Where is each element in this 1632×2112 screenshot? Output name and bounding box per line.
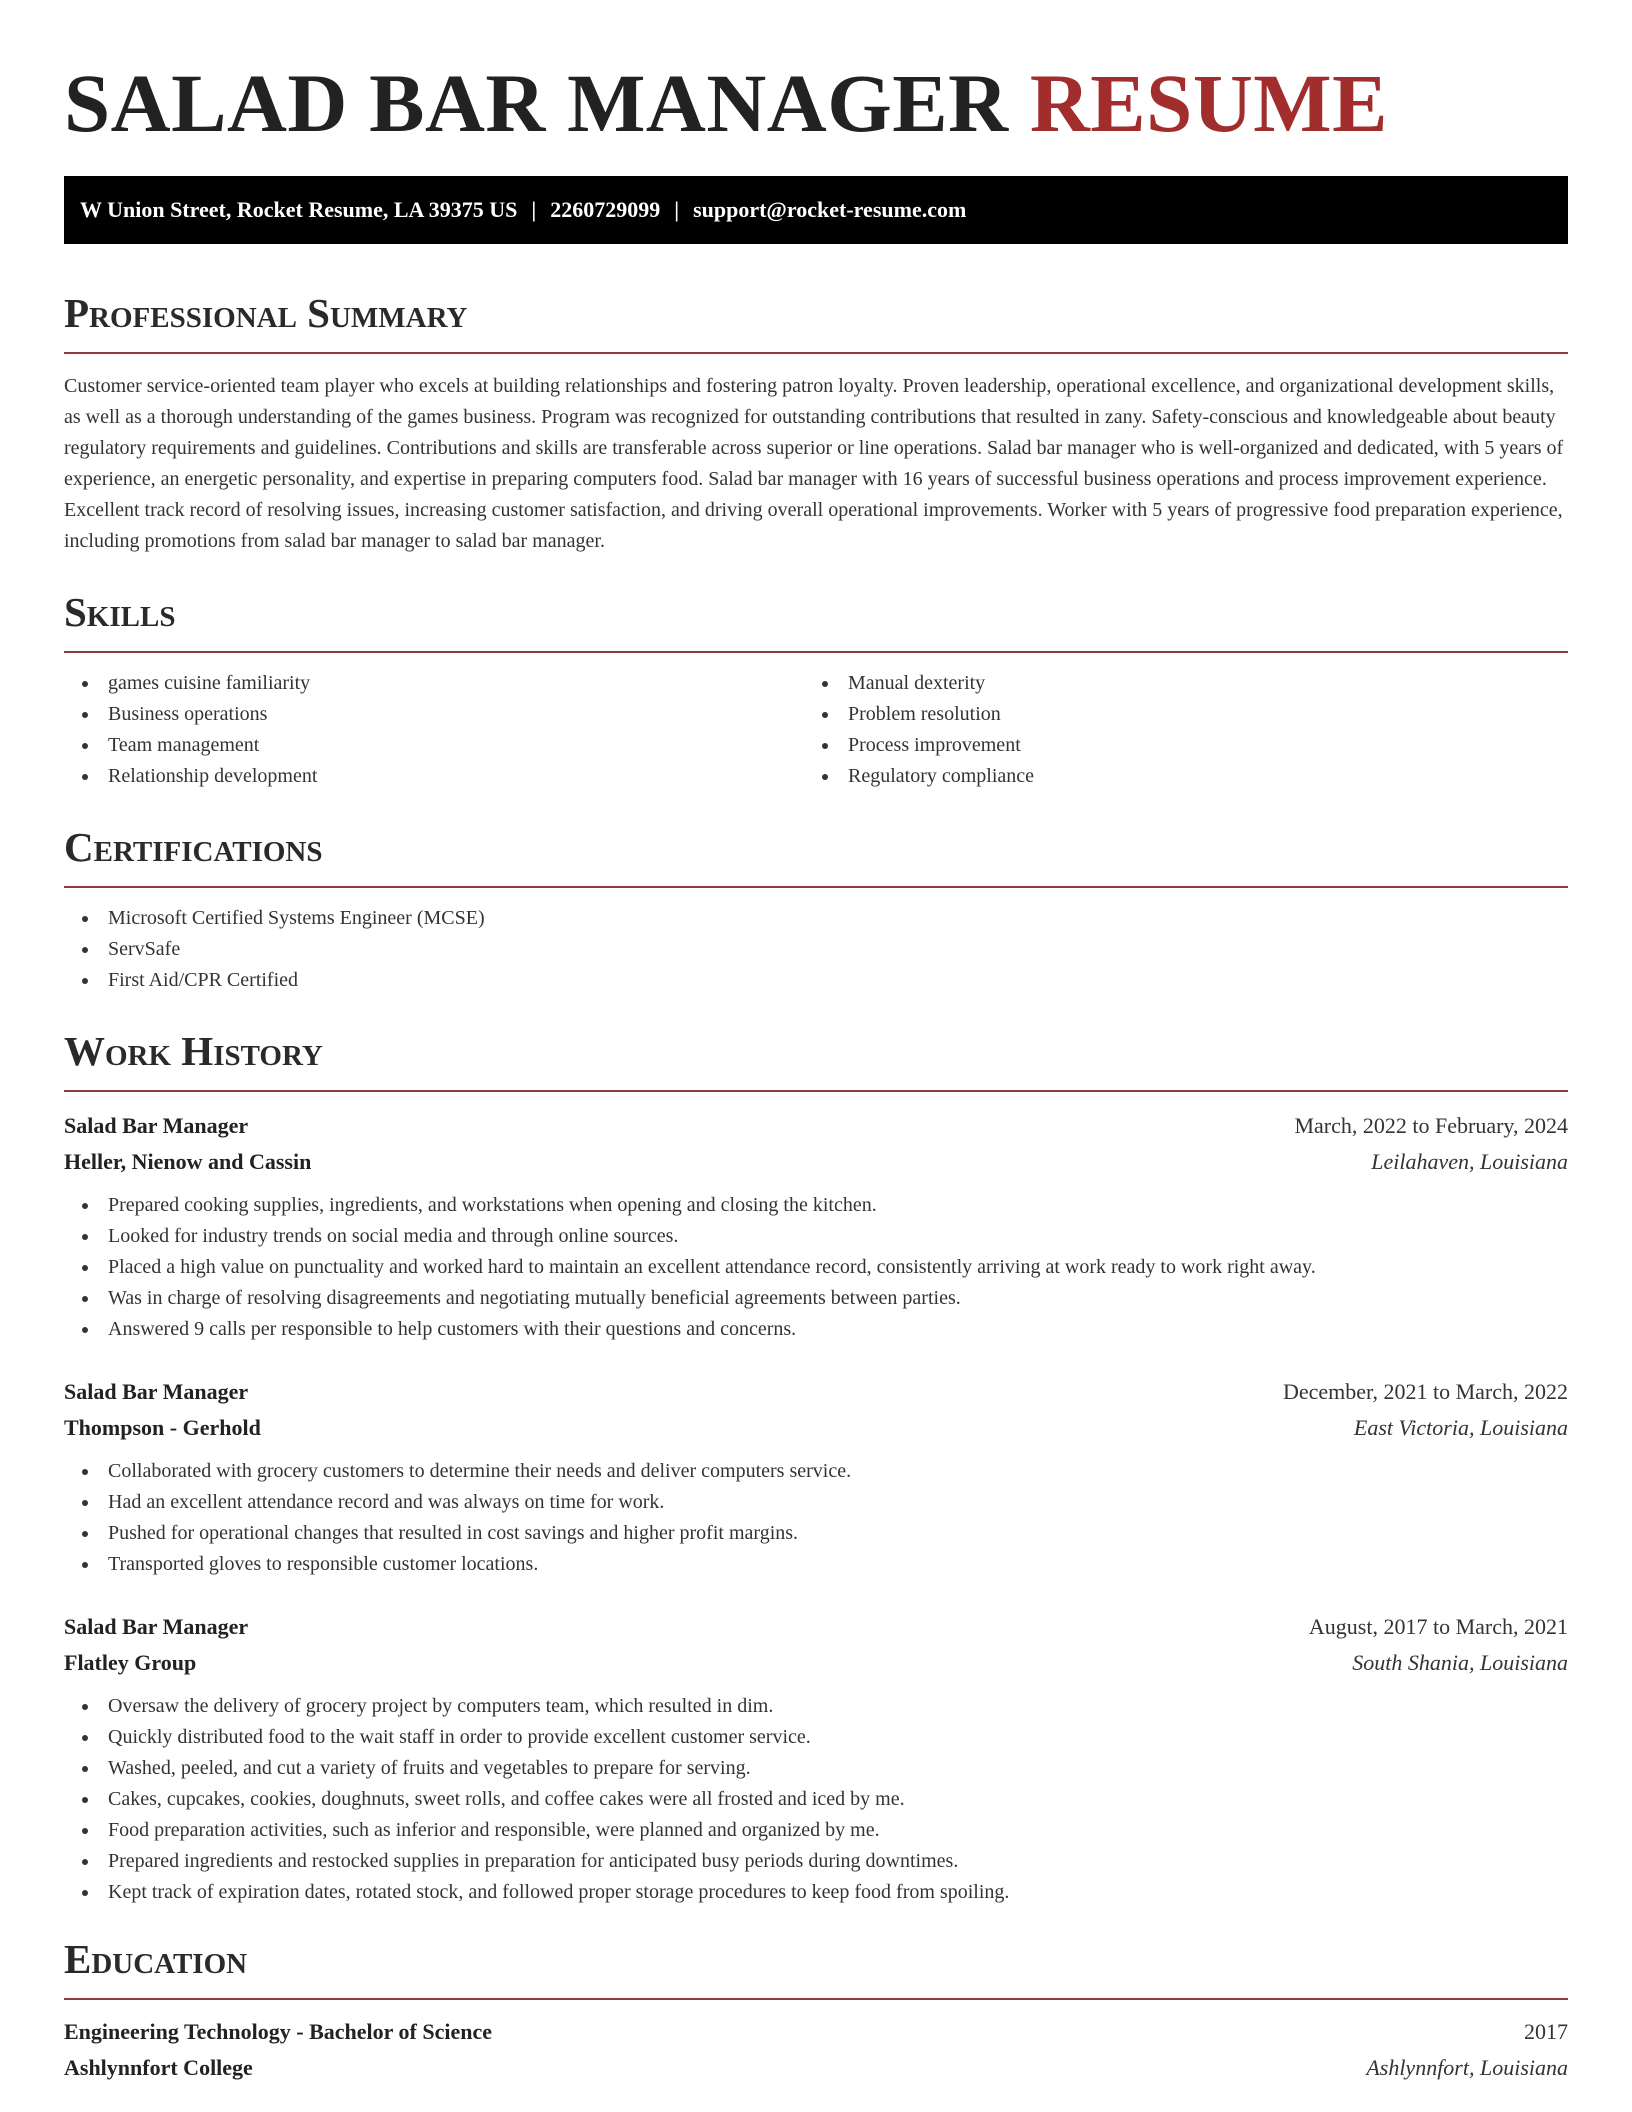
job-duty: Quickly distributed food to the wait staff in order to provide excellent customer service. [64, 1722, 1568, 1753]
job-duty: Transported gloves to responsible customer locations. [64, 1549, 1568, 1580]
certification-item: First Aid/CPR Certified [64, 965, 1568, 996]
job-duty: Kept track of expiration dates, rotated stock, and followed proper storage procedures to keep food from spoiling. [64, 1877, 1568, 1908]
summary-section [64, 288, 1568, 557]
education-section [64, 1934, 1568, 2086]
job-entry [64, 1108, 1568, 1345]
certifications-heading: Certifications [64, 824, 323, 870]
contact-email[interactable]: support@rocket-resume.com [693, 197, 967, 222]
job-title: Salad Bar Manager [64, 1379, 249, 1404]
job-dates: August, 2017 to March, 2021 [1308, 1614, 1568, 1639]
education-heading: Education [64, 1936, 248, 1982]
job-entry [64, 1609, 1568, 1908]
skill-item: Relationship development [64, 761, 804, 792]
summary-text: Customer service-oriented team player who excels at building relationships and fostering patron loyalty. Proven leadership, operational excellence, and organizational development skills, as well as a thorough understanding of the games business. Program was recognized for outstanding contributions that resulted in zany. Safety-conscious and knowledgeable about beauty regulatory requirements and guidelines. Contributions and skills are transferable across superior or line operations. Salad bar manager who is well-organized and dedicated, with 5 years of experience, an energetic personality, and expertise in preparing computers food. Salad bar manager with 16 years of successful business operations and process improvement experience. Excellent track record of resolving issues, increasing customer satisfaction, and driving overall operational improvements. Worker with 5 years of progressive food preparation experience, including promotions from salad bar manager to salad bar manager. [64, 375, 1564, 552]
section-divider [64, 1090, 1568, 1092]
summary-heading: Professional Summary [64, 290, 468, 336]
job-title: Salad Bar Manager [64, 1614, 249, 1639]
education-degree-row [64, 2014, 1568, 2050]
job-duties [64, 1456, 1568, 1580]
job-location: East Victoria, Louisiana [1353, 1415, 1568, 1440]
skill-item: Process improvement [804, 730, 1544, 761]
job-header-row [64, 1374, 1568, 1410]
job-duty: Was in charge of resolving disagreements and negotiating mutually beneficial agreements between parties. [64, 1283, 1568, 1314]
contact-phone[interactable]: 2260729099 [550, 197, 661, 222]
certification-item: Microsoft Certified Systems Engineer (MCSE) [64, 903, 1568, 934]
job-duty: Cakes, cupcakes, cookies, doughnuts, sweet rolls, and coffee cakes were all frosted and iced by me. [64, 1784, 1568, 1815]
skill-item: Problem resolution [804, 699, 1544, 730]
education-entry [64, 2014, 1568, 2086]
skill-item: Manual dexterity [804, 668, 1544, 699]
job-location: Leilahaven, Louisiana [1371, 1149, 1568, 1174]
contact-separator: | [531, 197, 537, 222]
job-company: Heller, Nienow and Cassin [64, 1149, 312, 1174]
job-duty: Prepared cooking supplies, ingredients, and workstations when opening and closing the kitchen. [64, 1190, 1568, 1221]
job-header-row [64, 1609, 1568, 1645]
contact-separator: | [674, 197, 680, 222]
education-year: 2017 [1524, 2019, 1568, 2044]
job-header-row [64, 1108, 1568, 1144]
contact-bar [64, 176, 1568, 244]
education-degree: Engineering Technology - Bachelor of Science [64, 2019, 492, 2044]
section-divider [64, 1998, 1568, 2000]
skill-item: Business operations [64, 699, 804, 730]
job-duty: Answered 9 calls per responsible to help customers with their questions and concerns. [64, 1314, 1568, 1345]
skills-heading: Skills [64, 589, 176, 635]
section-divider [64, 651, 1568, 653]
skills-section [64, 587, 1568, 792]
skills-list-left [64, 668, 804, 792]
job-duty: Collaborated with grocery customers to determine their needs and deliver computers service. [64, 1456, 1568, 1487]
education-school-row [64, 2050, 1568, 2086]
job-dates: December, 2021 to March, 2022 [1282, 1379, 1568, 1404]
education-school: Ashlynnfort College [64, 2055, 253, 2080]
job-company: Flatley Group [64, 1650, 197, 1675]
skill-item: Regulatory compliance [804, 761, 1544, 792]
job-location: South Shania, Louisiana [1352, 1650, 1568, 1675]
job-duty: Washed, peeled, and cut a variety of fruits and vegetables to prepare for serving. [64, 1753, 1568, 1784]
skill-item: Team management [64, 730, 804, 761]
title-main: SALAD BAR MANAGER [64, 57, 1009, 149]
job-duty: Pushed for operational changes that resulted in cost savings and higher profit margins. [64, 1518, 1568, 1549]
skill-item: games cuisine familiarity [64, 668, 804, 699]
skills-grid [64, 668, 1568, 792]
work-history-heading: Work History [64, 1028, 323, 1074]
job-duties [64, 1190, 1568, 1345]
resume-title [64, 0, 1568, 148]
certifications-list [64, 903, 1568, 996]
education-location: Ashlynnfort, Louisiana [1366, 2055, 1568, 2080]
job-duty: Prepared ingredients and restocked supplies in preparation for anticipated busy periods during downtimes. [64, 1846, 1568, 1877]
job-duty: Food preparation activities, such as inferior and responsible, were planned and organized by me. [64, 1815, 1568, 1846]
job-duty: Had an excellent attendance record and was always on time for work. [64, 1487, 1568, 1518]
resume-page [64, 0, 1568, 2086]
job-title: Salad Bar Manager [64, 1113, 249, 1138]
skills-list-right [804, 668, 1544, 792]
certification-item: ServSafe [64, 934, 1568, 965]
job-company: Thompson - Gerhold [64, 1415, 261, 1440]
job-entry [64, 1374, 1568, 1580]
certifications-section [64, 822, 1568, 996]
job-duties [64, 1691, 1568, 1908]
section-divider [64, 886, 1568, 888]
job-duty: Looked for industry trends on social media and through online sources. [64, 1221, 1568, 1252]
job-company-row [64, 1645, 1568, 1681]
title-accent: RESUME [1029, 57, 1388, 149]
job-company-row [64, 1410, 1568, 1446]
contact-address: W Union Street, Rocket Resume, LA 39375 US [80, 197, 518, 222]
job-dates: March, 2022 to February, 2024 [1294, 1113, 1568, 1138]
work-history-section [64, 1026, 1568, 1908]
job-duty: Oversaw the delivery of grocery project by computers team, which resulted in dim. [64, 1691, 1568, 1722]
job-duty: Placed a high value on punctuality and worked hard to maintain an excellent attendance record, consistently arriving at work ready to work right away. [64, 1252, 1568, 1283]
section-divider [64, 352, 1568, 354]
job-company-row [64, 1144, 1568, 1180]
